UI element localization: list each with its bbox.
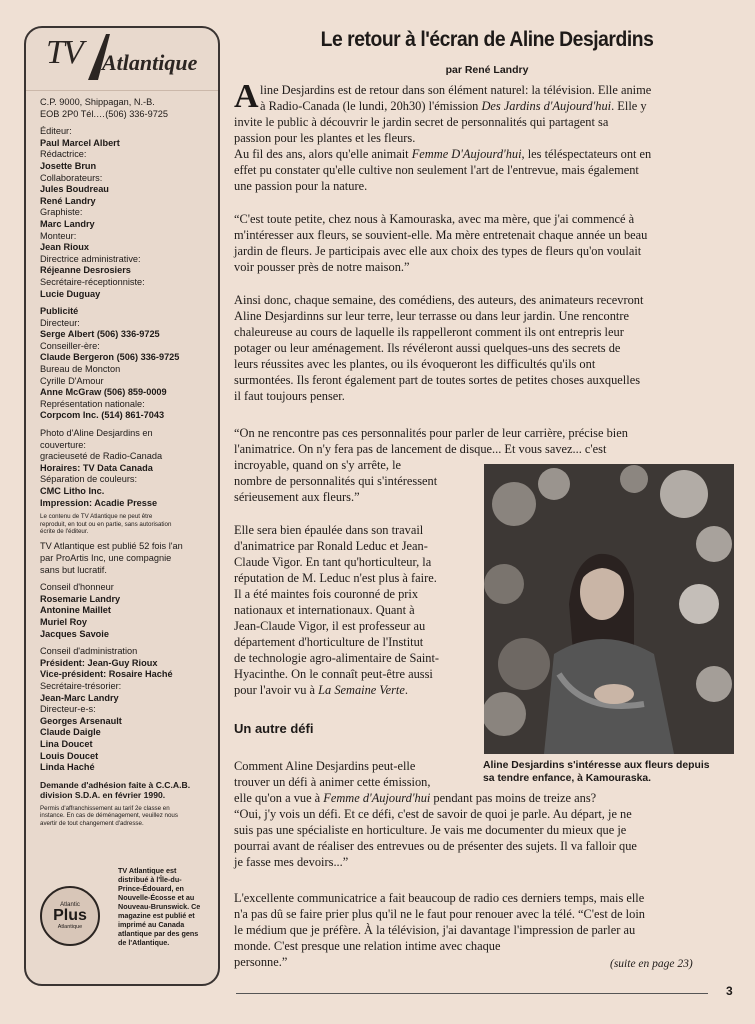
publicite-line: Serge Albert (506) 336-9725 — [40, 329, 160, 340]
text-line: “Oui, j'y vois un défi. Et ce défi, c'est de savoir de quoi je parle. Au départ, je ne — [234, 807, 632, 821]
text-line: chaleureuse au cours de laquelle ils rappelleront comment ils ont entrepris leur — [234, 325, 624, 339]
logo-tv-text: TV — [46, 34, 82, 71]
note-line: TV Atlantique est publié 52 fois l'an — [40, 541, 183, 552]
address-line: C.P. 9000, Shippagan, N.-B. — [40, 97, 155, 107]
note-line: atlantique par des gens — [118, 929, 199, 938]
staff-name: Réjeanne Desrosiers — [40, 265, 131, 276]
staff-name: Jean Rioux — [40, 242, 90, 253]
honor-council — [26, 582, 218, 640]
council-member: Antonine Maillet — [40, 605, 111, 616]
text-line: . Elle y — [611, 99, 647, 113]
address-line: EOB 2P0 Tél.…(506) 336-9725 — [40, 108, 169, 119]
paragraph-weekly — [234, 292, 742, 404]
credits-block — [26, 428, 218, 509]
text-line: Claude Vigor. En tant qu'horticulteur, la — [234, 555, 432, 569]
credit-line: Horaires: TV Data Canada — [40, 462, 153, 473]
note-line: Demande d'adhésion faite à C.C.A.B. — [40, 779, 191, 790]
text-line: pourrai avant de réaliser des entrevues ou de présenter des sujets. Il va falloir que — [234, 839, 637, 853]
text-line: département d'horticulture de l'Institut — [234, 635, 424, 649]
article-title: Le retour à l'écran de Aline Desjardins — [320, 28, 654, 51]
text-line: Hyacinthe. On le connaît peut-être aussi — [234, 667, 433, 681]
article-byline: par René Landry — [445, 64, 529, 76]
paragraph-quote-1 — [234, 211, 742, 275]
publicite-line: Représentation nationale: — [40, 398, 145, 409]
staff-name: Paul Marcel Albert — [40, 137, 120, 148]
note-line: TV Atlantique est — [118, 866, 177, 875]
honor-council-heading: Conseil d'honneur — [40, 582, 114, 593]
continued-note[interactable]: (suite en page 23) — [610, 958, 693, 970]
logo-name-text: Atlantique — [102, 50, 198, 75]
credit-line: gracieuseté de Radio-Canada — [40, 451, 163, 462]
portrait-illustration — [484, 464, 734, 754]
tv-atlantique-logo — [26, 28, 218, 91]
text-line: elle qu'on a vue à — [234, 791, 324, 805]
note-line: Prince-Édouard, en — [118, 884, 184, 893]
staff-list — [26, 126, 218, 300]
badge-middle: Plus — [53, 907, 87, 924]
admin-line: Jean-Marc Landry — [40, 692, 119, 703]
show-title: La Semaine Verte — [318, 683, 405, 697]
photo-caption — [483, 759, 743, 785]
note-line: reproduit, en tout ou en partie, sans autorisation — [40, 520, 172, 528]
distribution-note — [118, 866, 214, 947]
caption-line: sa tendre enfance, à Kamouraska. — [483, 773, 652, 784]
text-line: line Desjardins est de retour dans son élément naturel: la télévision. Elle anime — [260, 83, 652, 97]
text-line: suis pas une spécialiste en horticulture. Je vais me documenter du mieux que je — [234, 823, 627, 837]
admin-line: Georges Arsenault — [40, 715, 122, 726]
text-line: Elle sera bien épaulée dans son travail — [234, 523, 424, 537]
text-line: nationaux et internationaux. Quant à — [234, 603, 415, 617]
text-line: , les téléspectateurs ont en — [521, 147, 652, 161]
note-line: Nouveau-Brunswick. Ce — [118, 902, 201, 911]
text-line: Il a été maintes fois couronné de prix — [234, 587, 419, 601]
text-line: il faut toujours penser. — [234, 389, 345, 403]
text-line: “C'est toute petite, chez nous à Kamouraska, avec ma mère, que j'ai commencé à — [234, 212, 635, 226]
admin-line: Secrétaire-trésorier: — [40, 680, 122, 691]
note-line: sans but lucratif. — [40, 564, 107, 575]
publicite-line: Cyrille D'Amour — [40, 375, 104, 386]
admin-council — [26, 646, 218, 774]
text-line: “On ne rencontre pas ces personnalités pour parler de leur carrière, précise bien — [234, 426, 628, 440]
caption-line: Aline Desjardins s'intéresse aux fleurs depuis — [483, 760, 710, 771]
copyright-note — [26, 513, 218, 535]
badge-bottom: Atlantique — [57, 924, 83, 930]
text-line: le médium que je préfère. À la télévision, j'ai davantage l'impression de parler au — [234, 923, 636, 937]
text-line: invite le public à découvrir le jardin secret de personnalités qui partagent sa — [234, 115, 609, 129]
text-line: Aline Desjardinns sur leur terre, leur terrasse ou dans leur jardin. Une rencontre — [234, 309, 629, 323]
ccab-note — [26, 780, 218, 801]
staff-role: Graphiste: — [40, 207, 83, 218]
text-line: trouver un défi à animer cette émission, — [234, 775, 431, 789]
publicite-line: Conseiller-ère: — [40, 340, 100, 351]
admin-line: Louis Doucet — [40, 750, 99, 761]
address-block — [26, 97, 218, 120]
text-line: n'a pas dû se faire prier plus qu'il ne le faut pour renouer avec la télé. “C'est de loin — [234, 907, 645, 921]
note-line: magazine est publié et — [118, 911, 195, 920]
text-line: passion pour les plantes et les fleurs. — [234, 131, 416, 145]
note-line: imprimé au Canada — [118, 920, 185, 929]
text-line: Comment Aline Desjardins peut-elle — [234, 759, 416, 773]
note-line: division S.D.A. en février 1990. — [40, 790, 166, 801]
text-line: d'animatrice par Ronald Leduc et Jean- — [234, 539, 428, 553]
text-line: une passion pour la nature. — [234, 179, 368, 193]
staff-role: Rédactrice: — [40, 149, 87, 160]
council-member: Rosemarie Landry — [40, 593, 121, 604]
admin-line: Claude Daigle — [40, 727, 101, 738]
text-line: effet pu constater qu'elle cultive non seulement l'art de l'entrevue, mais également — [234, 163, 639, 177]
staff-name: Jules Boudreau — [40, 184, 109, 195]
text-line: potager ou leur aménagement. Ils révéleront aussi quelques-uns des secrets de — [234, 341, 621, 355]
text-line: pendant pas moins de treize ans? — [430, 791, 597, 805]
text-line: voir pousser près de notre maison.” — [234, 260, 410, 274]
text-line: personne.” — [234, 955, 288, 969]
text-line: Jean-Claude Vigor, il est professeur au — [234, 619, 426, 633]
publicite-block — [26, 306, 218, 422]
show-title: Femme d'Aujourd'hui — [323, 791, 431, 805]
credit-line: couverture: — [40, 439, 86, 450]
staff-role: Secrétaire-réceptionniste: — [40, 276, 145, 287]
note-line: Le contenu de TV Atlantique ne peut être — [40, 513, 153, 521]
text-line: pour l'avoir vu à — [234, 683, 319, 697]
admin-line: Linda Haché — [40, 762, 95, 773]
publicite-heading: Publicité — [40, 306, 79, 317]
staff-role: Monteur: — [40, 230, 77, 241]
text-line: réputation de M. Leduc n'est plus à faire. — [234, 571, 437, 585]
page-number: 3 — [726, 984, 733, 998]
text-line: Ainsi donc, chaque semaine, des comédiens, des auteurs, des animateurs recevront — [234, 293, 644, 307]
text-line: Au fil des ans, alors qu'elle animait — [234, 147, 412, 161]
admin-line: Vice-président: Rosaire Haché — [40, 669, 173, 680]
text-line: . — [404, 683, 408, 697]
publicite-line: Directeur: — [40, 317, 80, 328]
paragraph-hosts — [234, 522, 479, 698]
publicite-line: Claude Bergeron (506) 336-9725 — [40, 352, 180, 363]
text-line: nombre de personnalités qui s'intéressent — [234, 474, 438, 488]
drop-cap: A — [234, 78, 259, 115]
staff-name: Marc Landry — [40, 218, 95, 229]
credit-line: Impression: Acadie Presse — [40, 497, 158, 508]
note-line: Permis d'affranchissement au tarif 2e classe en — [40, 804, 170, 812]
note-line: Nouvelle-Écosse et au — [118, 893, 195, 902]
staff-role: Directrice administrative: — [40, 253, 141, 264]
text-line: m'intéresser aux fleurs, se souvient-elle. Ma mère entretenait chaque année un beau — [234, 228, 648, 242]
aline-desjardins-photo — [484, 464, 734, 754]
publicite-line: Anne McGraw (506) 859-0009 — [40, 387, 167, 398]
text-line: l'animatrice. On n'y fera pas de lancement de disque... Et vous savez... c'est — [234, 442, 607, 456]
note-line: distribué à l'Île-du- — [118, 875, 182, 884]
staff-name: René Landry — [40, 195, 96, 206]
note-line: par ProArtis Inc, une compagnie — [40, 553, 172, 563]
text-line: monde. C'est presque une relation intime avec chaque — [234, 939, 501, 953]
publication-note — [26, 541, 218, 576]
masthead-sidebar — [24, 26, 220, 986]
staff-role: Collaborateurs: — [40, 172, 103, 183]
postal-note — [26, 805, 218, 827]
credit-line: Séparation de couleurs: — [40, 474, 138, 485]
admin-line: Directeur-e-s: — [40, 704, 96, 715]
admin-line: Lina Doucet — [40, 738, 93, 749]
council-member: Jacques Savoie — [40, 628, 109, 639]
publicite-line: Corpcom Inc. (514) 861-7043 — [40, 410, 165, 421]
staff-role: Éditeur: — [40, 126, 72, 137]
credit-line: Photo d'Aline Desjardins en — [40, 428, 153, 439]
staff-name: Josette Brun — [40, 160, 97, 171]
text-line: surmontées. Ils feront également part de toutes sortes de petites choses auxquelles — [234, 373, 641, 387]
note-line: instance. En cas de déménagement, veuillez nous — [40, 812, 178, 820]
paragraph-intro — [234, 78, 742, 194]
admin-line: Président: Jean-Guy Rioux — [40, 657, 158, 668]
staff-name: Lucie Duguay — [40, 288, 101, 299]
text-line: sérieusement aux fleurs.” — [234, 490, 360, 504]
text-line: incroyable, quand on s'y arrête, le — [234, 458, 402, 472]
text-line: leurs réussites avec les plantes, ou ils évoqueront les difficultés qu'ils ont — [234, 357, 596, 371]
show-title: Femme D'Aujourd'hui — [411, 147, 522, 161]
text-line: L'excellente communicatrice a fait beaucoup de radio ces derniers temps, mais elle — [234, 891, 645, 905]
note-line: avertir de tout changement d'adresse. — [40, 819, 144, 827]
text-line: à Radio-Canada (le lundi, 20h30) l'émission — [260, 99, 482, 113]
council-member: Muriel Roy — [40, 616, 87, 627]
text-line: de technologie agro-alimentaire de Saint- — [234, 651, 440, 665]
badge-top: Atlantic — [60, 902, 80, 908]
note-line: de l'Atlantique. — [118, 938, 170, 947]
text-line: je fasse mes devoirs...” — [234, 855, 349, 869]
text-line: jardin de fleurs. Je participais avec elle aux choix des types de fleurs qu'on voulait — [234, 244, 642, 258]
publicite-line: Bureau de Moncton — [40, 364, 121, 375]
footer-rule — [236, 993, 708, 994]
note-line: écrite de l'éditeur. — [40, 528, 89, 535]
subheading: Un autre défi — [234, 721, 314, 736]
show-title: Des Jardins d'Aujourd'hui — [481, 99, 612, 113]
atlantic-plus-badge — [40, 886, 100, 946]
credit-line: CMC Litho Inc. — [40, 486, 105, 496]
admin-council-heading: Conseil d'administration — [40, 646, 138, 657]
